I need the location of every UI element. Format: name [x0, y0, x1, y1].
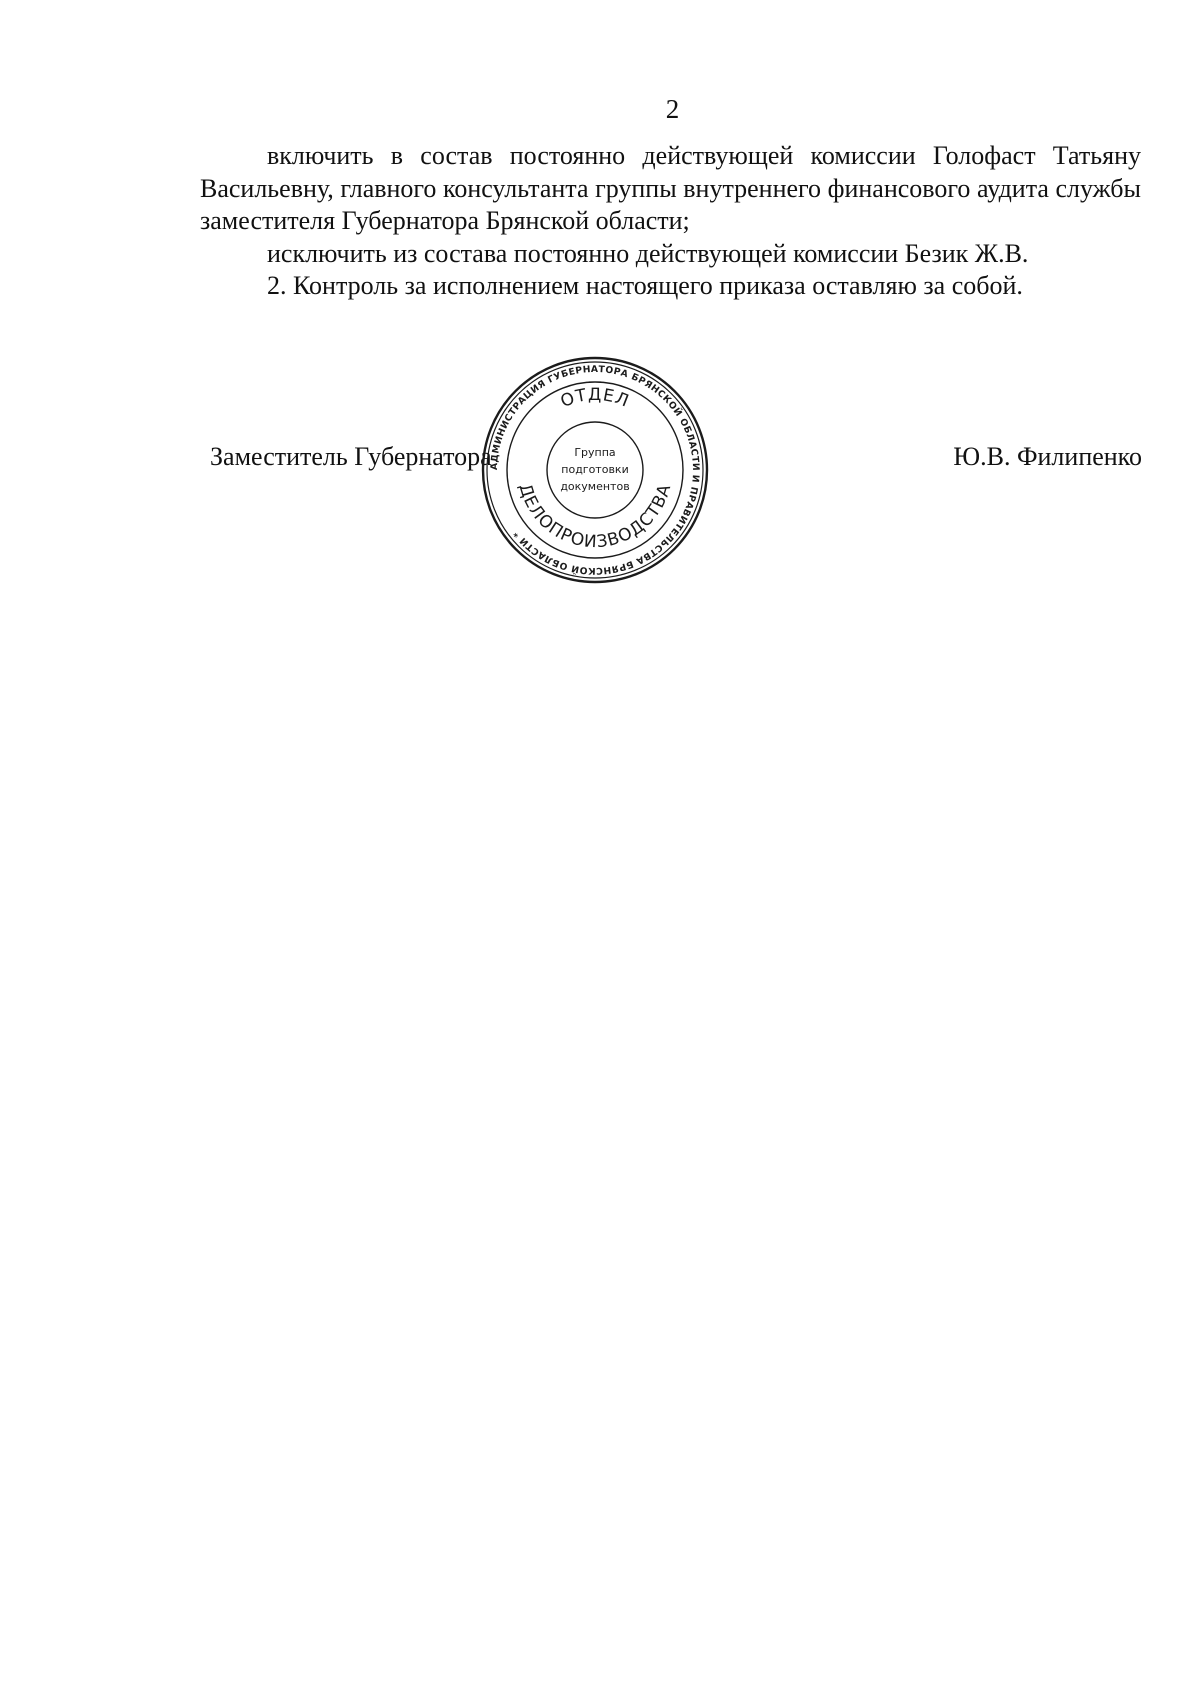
stamp-graphic: [480, 355, 710, 585]
paragraph-control: 2. Контроль за исполнением настоящего приказа оставляю за собой.: [267, 271, 1023, 300]
paragraph-include-member: включить в состав постоянно действующей комиссии Голофаст Татьяну Васильевну, главного консультанта группы внутреннего финансового аудита службы заместителя Губернатора Брянской области;: [200, 141, 1141, 235]
stamp-inner-bottom-textpath: ДЕЛОПРОИЗВОДСТВА: [514, 481, 676, 553]
stamp-ring-textpath: АДМИНИСТРАЦИЯ ГУБЕРНАТОРА БРЯНСКОЙ ОБЛАСТИ И ПРАВИТЕЛЬСТВА БРЯНСКОЙ ОБЛАСТИ *: [488, 363, 702, 577]
official-stamp: [480, 355, 710, 585]
stamp-inner-top: [558, 385, 632, 412]
signatory-title: Заместитель Губернатора: [210, 442, 492, 471]
stamp-inner-top-textpath: ОТДЕЛ: [557, 384, 633, 412]
page-number: 2: [665, 94, 680, 124]
stamp-center-line-1: Группа: [574, 446, 616, 459]
signatory-name: Ю.В. Филипенко: [953, 442, 1142, 471]
document-body: [200, 140, 1141, 303]
stamp-center-line-3: документов: [560, 480, 630, 493]
paragraph-exclude-member: исключить из состава постоянно действующей комиссии Безик Ж.В.: [267, 238, 1029, 268]
stamp-center-line-2: подготовки: [561, 463, 629, 476]
